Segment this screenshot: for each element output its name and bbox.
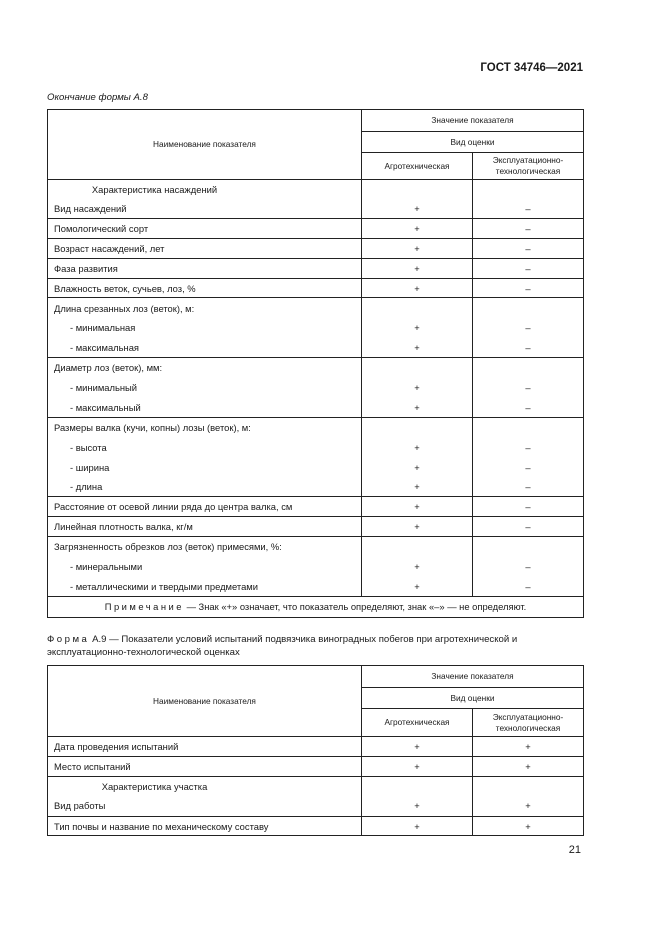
table-form-a9 bbox=[47, 665, 584, 836]
section-title: Характеристика насаждений bbox=[48, 180, 362, 199]
list-bullet: - bbox=[70, 381, 74, 393]
table-row-label: Дата проведения испытаний bbox=[48, 737, 362, 757]
header-name-column: Наименование показателя bbox=[48, 666, 362, 737]
cell-agro: + bbox=[362, 737, 473, 757]
cell-agro: + bbox=[362, 318, 473, 338]
group-label: Размеры валка (кучи, копны) лозы (веток), м: bbox=[48, 417, 362, 437]
header-name-column: Наименование показателя bbox=[48, 110, 362, 180]
table-row-label: - металлическими и твердыми предметами bbox=[48, 576, 362, 596]
table-row-label: - минеральными bbox=[48, 557, 362, 577]
cell-exploit: – bbox=[473, 576, 584, 596]
table-row-label: Вид работы bbox=[48, 796, 362, 816]
note-label: Примечание bbox=[104, 601, 184, 613]
cell-exploit: – bbox=[473, 199, 584, 219]
cell-exploit: + bbox=[473, 737, 584, 757]
table-row-label: - максимальная bbox=[48, 338, 362, 358]
cell-exploit: – bbox=[473, 457, 584, 477]
cell-agro: + bbox=[362, 497, 473, 517]
form-caption-a8: Окончание формы А.8 bbox=[47, 92, 148, 103]
table-row-label: Расстояние от осевой линии ряда до центра валка, см bbox=[48, 497, 362, 517]
cell-agro: + bbox=[362, 378, 473, 398]
form-caption-label: Форма bbox=[47, 634, 90, 645]
cell-exploit: – bbox=[473, 278, 584, 298]
table-row-label: - минимальный bbox=[48, 378, 362, 398]
header-assessment-group: Вид оценки bbox=[362, 132, 584, 153]
cell-exploit: – bbox=[473, 238, 584, 258]
list-bullet: - bbox=[70, 560, 74, 572]
header-assessment-group: Вид оценки bbox=[362, 688, 584, 709]
table-row-label: Линейная плотность валка, кг/м bbox=[48, 517, 362, 537]
page-number: 21 bbox=[568, 844, 581, 856]
cell-agro: + bbox=[362, 756, 473, 776]
cell-exploit: – bbox=[473, 437, 584, 457]
cell-exploit: – bbox=[473, 497, 584, 517]
cell-agro: + bbox=[362, 258, 473, 278]
cell-agro: + bbox=[362, 796, 473, 816]
table-row-label: Вид насаждений bbox=[48, 199, 362, 219]
cell-agro: + bbox=[362, 816, 473, 836]
cell-agro: + bbox=[362, 557, 473, 577]
cell-agro: + bbox=[362, 477, 473, 497]
cell-agro: + bbox=[362, 397, 473, 417]
cell-agro: + bbox=[362, 576, 473, 596]
note-text: — Знак «+» означает, что показатель определяют, знак «–» — не определяют. bbox=[183, 601, 527, 613]
header-value-group: Значение показателя bbox=[362, 666, 584, 688]
group-label: Загрязненность обрезков лоз (веток) примесями, %: bbox=[48, 537, 362, 557]
list-bullet: - bbox=[70, 481, 74, 493]
section-title: Характеристика участка bbox=[48, 776, 362, 796]
table-row-label: Влажность веток, сучьев, лоз, % bbox=[48, 278, 362, 298]
cell-exploit: + bbox=[473, 796, 584, 816]
cell-exploit: – bbox=[473, 338, 584, 358]
cell-agro: + bbox=[362, 199, 473, 219]
table-row-label: - длина bbox=[48, 477, 362, 497]
table-row-label: - высота bbox=[48, 437, 362, 457]
header-agro: Агротехническая bbox=[362, 153, 473, 180]
list-bullet: - bbox=[70, 441, 74, 453]
cell-exploit: – bbox=[473, 477, 584, 497]
cell-agro: + bbox=[362, 517, 473, 537]
group-label: Диаметр лоз (веток), мм: bbox=[48, 358, 362, 378]
header-exploit: Эксплуатационно-технологическая bbox=[473, 153, 584, 180]
cell-exploit: – bbox=[473, 258, 584, 278]
cell-exploit: – bbox=[473, 218, 584, 238]
table-row-label: - минимальная bbox=[48, 318, 362, 338]
form-caption-text: А.9 — Показатели условий испытаний подвязчика виноградных побегов при агротехнической и эксплуатационно-технологической оценках bbox=[47, 634, 518, 658]
list-bullet: - bbox=[70, 341, 74, 353]
cell-agro: + bbox=[362, 238, 473, 258]
table-row-label: - ширина bbox=[48, 457, 362, 477]
cell-exploit: – bbox=[473, 397, 584, 417]
cell-agro: + bbox=[362, 457, 473, 477]
group-label: Длина срезанных лоз (веток), м: bbox=[48, 298, 362, 318]
cell-agro: + bbox=[362, 338, 473, 358]
table-row-label: - максимальный bbox=[48, 397, 362, 417]
cell-agro: + bbox=[362, 218, 473, 238]
cell-exploit: + bbox=[473, 816, 584, 836]
list-bullet: - bbox=[70, 580, 74, 592]
table-form-a8 bbox=[47, 109, 584, 618]
table-row-label: Фаза развития bbox=[48, 258, 362, 278]
list-bullet: - bbox=[70, 322, 74, 334]
cell-exploit: – bbox=[473, 318, 584, 338]
header-value-group: Значение показателя bbox=[362, 110, 584, 132]
header-exploit: Эксплуатационно-технологическая bbox=[473, 709, 584, 737]
cell-exploit: – bbox=[473, 517, 584, 537]
cell-agro: + bbox=[362, 437, 473, 457]
standard-number: ГОСТ 34746—2021 bbox=[480, 62, 583, 74]
cell-exploit: – bbox=[473, 557, 584, 577]
list-bullet: - bbox=[70, 461, 74, 473]
cell-exploit: + bbox=[473, 756, 584, 776]
table-row-label: Тип почвы и название по механическому составу bbox=[48, 816, 362, 836]
form-caption-a9 bbox=[47, 633, 587, 659]
cell-exploit: – bbox=[473, 378, 584, 398]
table-row-label: Помологический сорт bbox=[48, 218, 362, 238]
table-row-label: Место испытаний bbox=[48, 756, 362, 776]
header-agro: Агротехническая bbox=[362, 709, 473, 737]
table-note bbox=[48, 596, 584, 617]
list-bullet: - bbox=[70, 401, 74, 413]
table-row-label: Возраст насаждений, лет bbox=[48, 238, 362, 258]
cell-agro: + bbox=[362, 278, 473, 298]
